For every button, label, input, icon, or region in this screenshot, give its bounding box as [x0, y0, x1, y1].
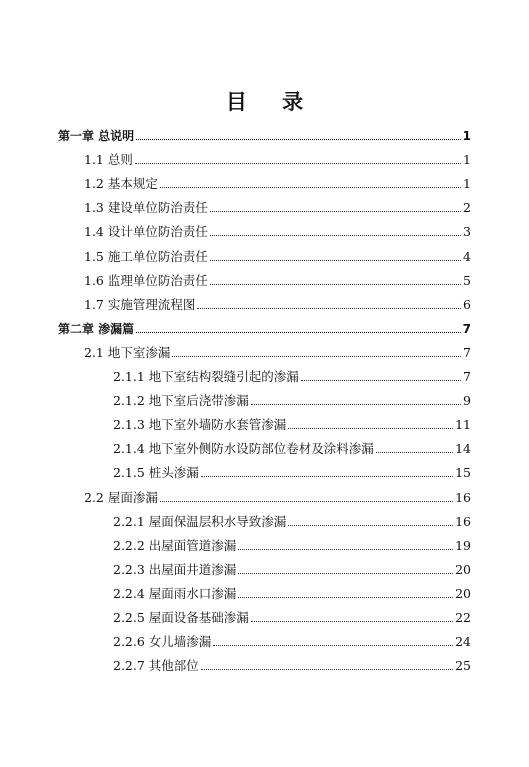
toc-page-number: 16 — [455, 513, 471, 529]
toc-entry[interactable] — [84, 291, 471, 313]
toc-dot-leader — [288, 428, 453, 429]
toc-dot-leader — [135, 163, 461, 164]
toc-dot-leader — [251, 621, 453, 622]
toc-page-number: 20 — [455, 561, 471, 577]
toc-entry[interactable] — [113, 459, 471, 481]
toc-page-number: 7 — [462, 321, 471, 336]
toc-entry-label: 2.1.2 地下室后浇带渗漏 — [113, 393, 249, 409]
toc-chapter-entry[interactable] — [58, 315, 471, 337]
toc-entry-label: 2.2.4 屋面雨水口渗漏 — [113, 585, 237, 601]
toc-dot-leader — [210, 235, 461, 236]
toc-page-number: 19 — [455, 537, 471, 553]
toc-entry-label: 1.1 总则 — [84, 152, 133, 168]
toc-page-number: 2 — [463, 200, 471, 216]
toc-dot-leader — [210, 284, 461, 285]
toc-entry[interactable] — [113, 628, 471, 650]
toc-entry[interactable] — [84, 170, 471, 192]
toc-entry[interactable] — [113, 435, 471, 457]
toc-page-number: 1 — [463, 152, 471, 168]
toc-entry-label: 2.1.1 地下室结构裂缝引起的渗漏 — [113, 369, 299, 384]
toc-dot-leader — [213, 645, 453, 646]
toc-page-number: 20 — [455, 585, 471, 601]
toc-page-number: 14 — [455, 441, 471, 457]
toc-entry-label: 2.1 地下室渗漏 — [84, 344, 171, 360]
toc-dot-leader — [238, 549, 453, 550]
toc-dot-leader — [160, 187, 461, 188]
toc-entry[interactable] — [113, 604, 471, 626]
toc-page-number: 7 — [463, 344, 471, 360]
toc-entry[interactable] — [113, 411, 471, 433]
toc-entry-label: 2.2.1 屋面保温层积水导致渗漏 — [113, 513, 287, 529]
toc-entry-label: 第二章 渗漏篇 — [58, 321, 135, 336]
toc-dot-leader — [210, 260, 461, 261]
toc-entry[interactable] — [113, 556, 471, 578]
toc-entry-label: 2.1.4 地下室外侧防水设防部位卷材及涂料渗漏 — [113, 441, 374, 457]
toc-page-number: 24 — [455, 634, 471, 650]
toc-chapter-entry[interactable] — [58, 122, 471, 144]
toc-entry[interactable] — [84, 194, 471, 216]
toc-page-number: 6 — [463, 296, 471, 312]
toc-page-number: 11 — [455, 417, 471, 433]
toc-dot-leader — [136, 332, 460, 333]
toc-dot-leader — [201, 476, 453, 477]
toc-entry-label: 1.3 建设单位防治责任 — [84, 200, 208, 216]
toc-dot-leader — [210, 211, 461, 212]
toc-dot-leader — [201, 669, 453, 670]
toc-page-number: 4 — [463, 248, 471, 264]
toc-dot-leader — [301, 380, 461, 381]
toc-entry[interactable] — [84, 243, 471, 265]
toc-entry-label: 1.2 基本规定 — [84, 176, 158, 192]
toc-page-number: 5 — [463, 272, 471, 288]
toc-page-number: 22 — [455, 610, 471, 625]
toc-dot-leader — [238, 573, 453, 574]
toc-entry-label: 2.1.5 桩头渗漏 — [113, 465, 199, 481]
toc-page-number: 16 — [455, 489, 471, 505]
toc-entry[interactable] — [113, 532, 471, 554]
toc-dot-leader — [160, 501, 453, 502]
toc-entry[interactable] — [84, 339, 471, 361]
toc-entry-label: 2.2.2 出屋面管道渗漏 — [113, 537, 237, 553]
toc-page-number: 1 — [463, 176, 471, 192]
toc-entry[interactable] — [84, 484, 471, 506]
toc-entry[interactable] — [84, 146, 471, 168]
toc-entry-label: 1.5 施工单位防治责任 — [84, 248, 208, 264]
toc-entry-label: 1.7 实施管理流程图 — [84, 296, 196, 312]
toc-page-number: 3 — [463, 224, 471, 240]
toc-entry-label: 2.2.6 女儿墙渗漏 — [113, 634, 212, 650]
toc-entry[interactable] — [84, 267, 471, 289]
toc-entry[interactable] — [113, 652, 471, 674]
toc-entry[interactable] — [84, 218, 471, 240]
toc-entry-label: 1.4 设计单位防治责任 — [84, 224, 208, 240]
toc-entry-label: 2.2.7 其他部位 — [113, 658, 199, 674]
toc-dot-leader — [288, 525, 453, 526]
toc-dot-leader — [136, 139, 460, 140]
toc-entry[interactable] — [113, 508, 471, 530]
toc-entry-label: 2.1.3 地下室外墙防水套管渗漏 — [113, 417, 287, 433]
toc-entry-label: 2.2.3 出屋面井道渗漏 — [113, 561, 237, 577]
toc-entry-label: 1.6 监理单位防治责任 — [84, 272, 208, 288]
toc-page-number: 9 — [463, 393, 471, 409]
toc-entry-label: 第一章 总说明 — [58, 129, 135, 143]
toc-title: 目 录 — [225, 90, 318, 114]
toc-dot-leader — [376, 452, 453, 453]
toc-dot-leader — [238, 597, 453, 598]
toc-entry[interactable] — [113, 580, 471, 602]
toc-entry[interactable] — [113, 387, 471, 409]
toc-entry-label: 2.2.5 屋面设备基础渗漏 — [113, 610, 249, 625]
toc-page-number: 25 — [455, 658, 471, 674]
toc-page-number: 7 — [463, 369, 471, 384]
toc-entry[interactable] — [113, 363, 471, 385]
toc-dot-leader — [251, 404, 461, 405]
toc-page-number: 1 — [462, 129, 471, 143]
toc-page-number: 15 — [455, 465, 471, 481]
toc-dot-leader — [197, 308, 461, 309]
toc-entry-label: 2.2 屋面渗漏 — [84, 489, 158, 505]
toc-dot-leader — [172, 356, 461, 357]
